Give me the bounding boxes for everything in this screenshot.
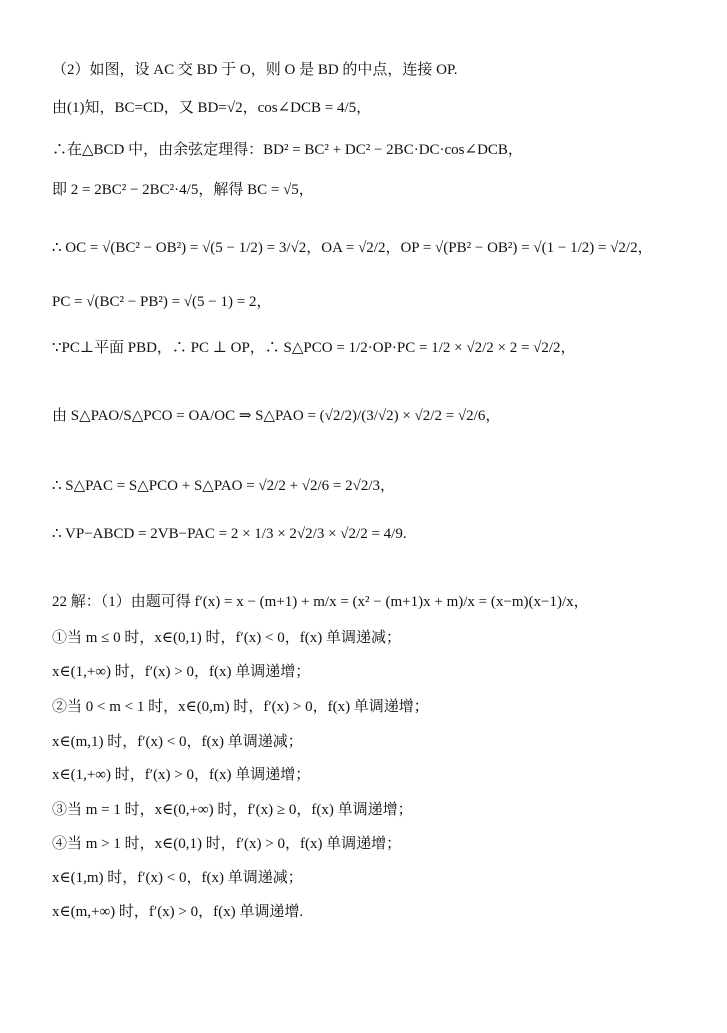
text-line-9: ∴ S△PAC = S△PCO + S△PAO = √2/2 + √2/6 = 2√2/3， [52, 478, 396, 494]
text-line-6: PC = √(BC² − PB²) = √(5 − 1) = 2， [52, 294, 272, 310]
text-line-4: 即 2 = 2BC² − 2BC²·4/5，解得 BC = √5， [52, 182, 314, 198]
text-line-5: ∴ OC = √(BC² − OB²) = √(5 − 1/2) = 3/√2，OA = √2/2，OP = √(PB² − OB²) = √(1 − 1/2) = √2/2， [52, 240, 653, 256]
text-line-12: ①当 m ≤ 0 时，x∈(0,1) 时，f′(x) < 0，f(x) 单调递减； [52, 630, 401, 646]
text-line-20: x∈(m,+∞) 时，f′(x) > 0，f(x) 单调递增. [52, 904, 304, 920]
text-line-2: 由(1)知，BC=CD，又 BD=√2，cos∠DCB = 4/5， [52, 100, 372, 116]
text-line-15: x∈(m,1) 时，f′(x) < 0，f(x) 单调递减； [52, 734, 303, 750]
text-line-13: x∈(1,+∞) 时，f′(x) > 0，f(x) 单调递增； [52, 664, 311, 680]
text-line-3: ∴在△BCD 中，由余弦定理得：BD² = BC² + DC² − 2BC·DC·cos∠DCB， [52, 142, 523, 158]
text-line-11: 22 解：（1）由题可得 f′(x) = x − (m+1) + m/x = (x² − (m+1)x + m)/x = (x−m)(x−1)/x， [52, 594, 589, 610]
text-line-19: x∈(1,m) 时，f′(x) < 0，f(x) 单调递减； [52, 870, 303, 886]
text-line-16: x∈(1,+∞) 时，f′(x) > 0，f(x) 单调递增； [52, 767, 311, 783]
text-line-17: ③当 m = 1 时，x∈(0,+∞) 时，f′(x) ≥ 0，f(x) 单调递增； [52, 802, 413, 818]
text-line-18: ④当 m > 1 时，x∈(0,1) 时，f′(x) > 0，f(x) 单调递增； [52, 836, 402, 852]
text-line-7: ∵PC⊥平面 PBD，∴ PC ⊥ OP，∴ S△PCO = 1/2·OP·PC = 1/2 × √2/2 × 2 = √2/2， [52, 340, 576, 356]
text-line-8: 由 S△PAO/S△PCO = OA/OC ⇒ S△PAO = (√2/2)/(3/√2) × √2/2 = √2/6， [52, 408, 501, 424]
text-line-14: ②当 0 < m < 1 时，x∈(0,m) 时，f′(x) > 0，f(x) 单调递增； [52, 699, 429, 715]
text-line-1: （2）如图，设 AC 交 BD 于 O，则 O 是 BD 的中点，连接 OP. [52, 62, 458, 78]
text-line-10: ∴ VP−ABCD = 2VB−PAC = 2 × 1/3 × 2√2/3 × √2/2 = 4/9. [52, 526, 407, 542]
